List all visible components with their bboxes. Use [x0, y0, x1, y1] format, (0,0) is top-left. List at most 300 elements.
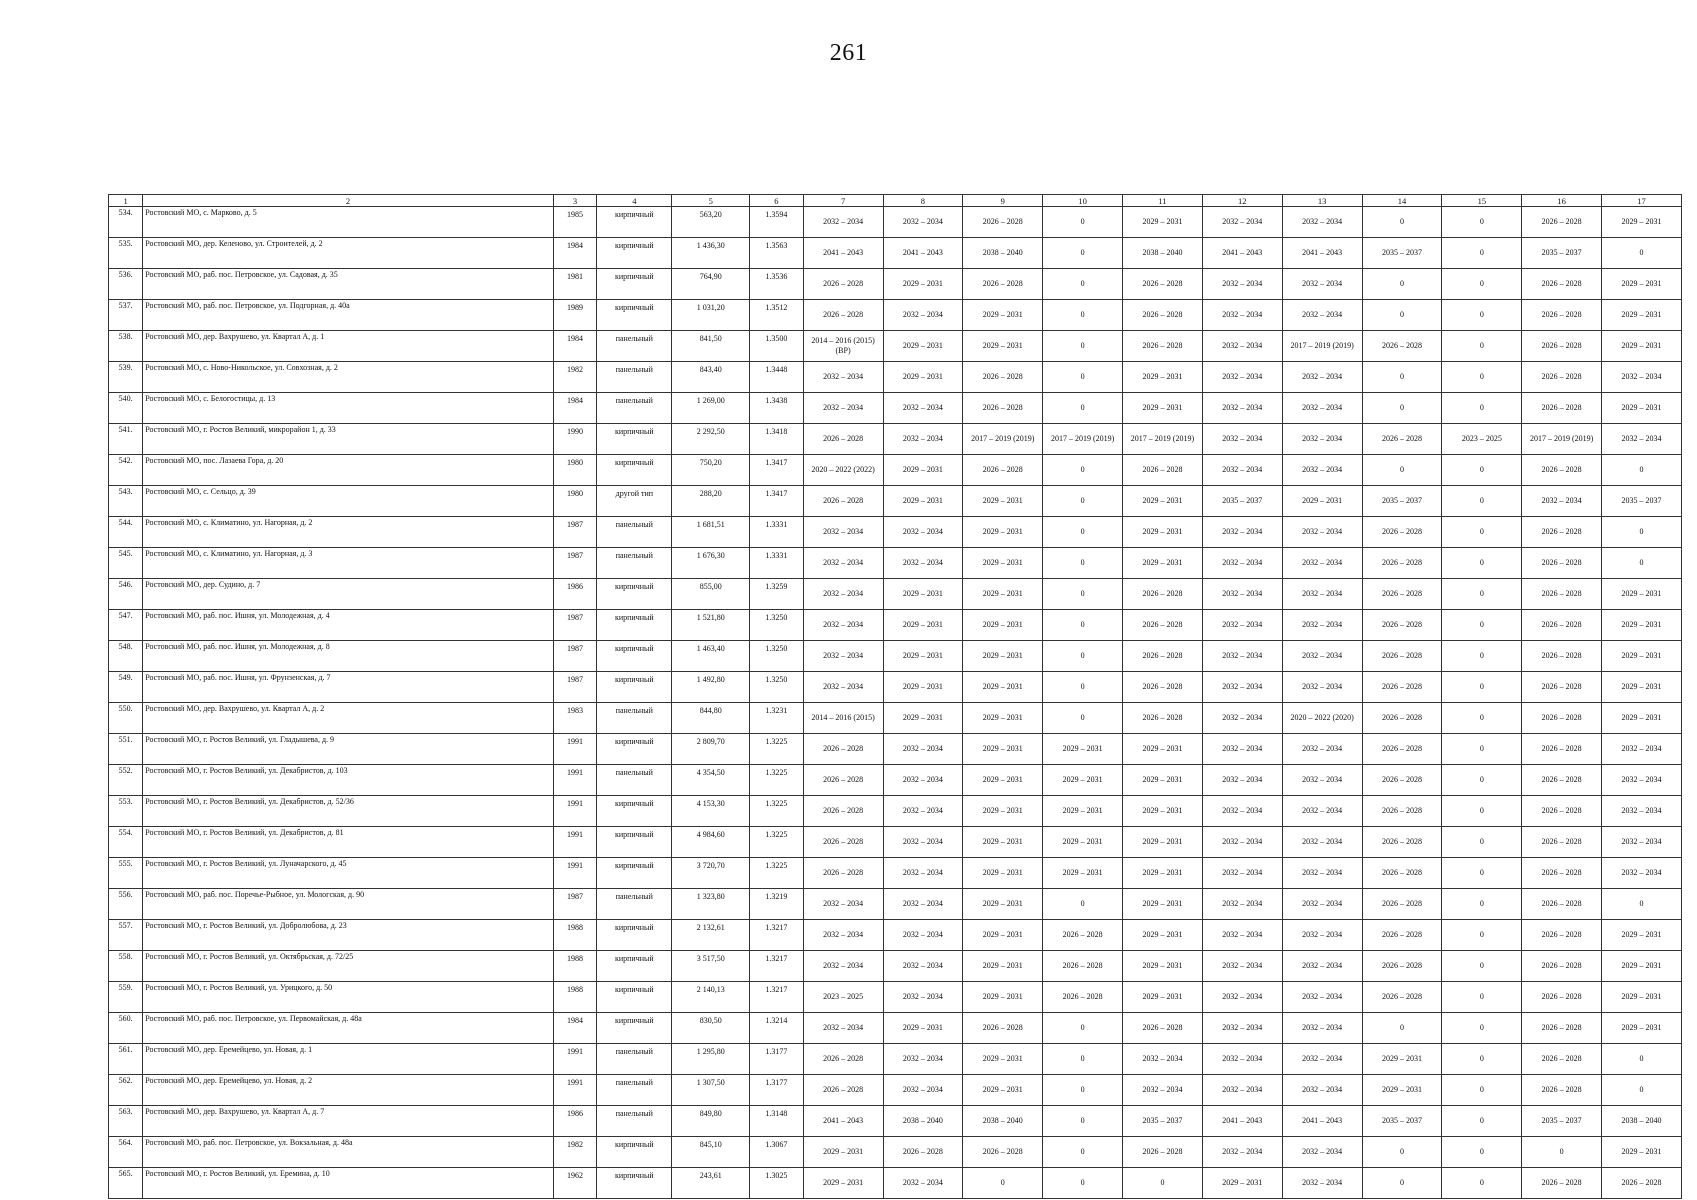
table-cell: 2032 – 2034 [803, 207, 883, 238]
table-cell: 2026 – 2028 [1362, 858, 1442, 889]
table-cell: кирпичный [597, 300, 672, 331]
table-cell: панельный [597, 393, 672, 424]
column-header: 10 [1043, 195, 1123, 207]
table-cell: 2032 – 2034 [803, 889, 883, 920]
table-cell: 2026 – 2028 [963, 207, 1043, 238]
table-cell: 2026 – 2028 [1123, 331, 1203, 362]
table-cell: 843,40 [672, 362, 750, 393]
table-cell: 2032 – 2034 [803, 517, 883, 548]
row-number-cell: 536. [109, 269, 143, 300]
table-cell: 0 [1442, 641, 1522, 672]
table-cell: 2032 – 2034 [1202, 920, 1282, 951]
table-cell: 764,90 [672, 269, 750, 300]
table-cell: 0 [1442, 1106, 1522, 1137]
table-cell: 2032 – 2034 [1282, 424, 1362, 455]
table-cell: 2032 – 2034 [803, 610, 883, 641]
table-cell: 2029 – 2031 [1123, 734, 1203, 765]
table-cell: 1.3536 [750, 269, 804, 300]
table-cell: 0 [1602, 1075, 1682, 1106]
table-cell: 2017 – 2019 (2019) [1522, 424, 1602, 455]
table-cell: 2026 – 2028 [1522, 517, 1602, 548]
table-cell: 1987 [553, 517, 596, 548]
table-cell: 1.3217 [750, 951, 804, 982]
table-cell: 2026 – 2028 [1362, 610, 1442, 641]
table-cell: 2041 – 2043 [1202, 238, 1282, 269]
column-header: 6 [750, 195, 804, 207]
table-cell: 0 [1442, 362, 1522, 393]
table-cell: 2026 – 2028 [1522, 827, 1602, 858]
table-cell: 2026 – 2028 [1522, 269, 1602, 300]
table-cell: 845,10 [672, 1137, 750, 1168]
table-cell: 0 [1442, 920, 1522, 951]
table-cell: 0 [1043, 579, 1123, 610]
table-cell: кирпичный [597, 672, 672, 703]
column-header: 11 [1123, 195, 1203, 207]
table-cell: 2026 – 2028 [803, 734, 883, 765]
table-cell: 2026 – 2028 [803, 269, 883, 300]
table-cell: 2026 – 2028 [1123, 641, 1203, 672]
table-cell: 2032 – 2034 [1282, 1013, 1362, 1044]
table-cell: 0 [1043, 1044, 1123, 1075]
table-cell: 2026 – 2028 [803, 827, 883, 858]
table-cell: 2032 – 2034 [1282, 579, 1362, 610]
table-cell: 0 [1043, 517, 1123, 548]
table-cell: 1.3067 [750, 1137, 804, 1168]
column-header: 5 [672, 195, 750, 207]
table-row [109, 920, 1682, 951]
table-cell: панельный [597, 1044, 672, 1075]
address-cell: Ростовский МО, г. Ростов Великий, ул. Декабристов, д. 52/36 [143, 796, 554, 827]
table-row [109, 1106, 1682, 1137]
table-cell: 1 031,20 [672, 300, 750, 331]
table-cell: 1.3417 [750, 455, 804, 486]
table-cell: 2026 – 2028 [963, 1137, 1043, 1168]
table-row [109, 641, 1682, 672]
table-body [109, 207, 1682, 1199]
table-cell: 2029 – 2031 [1282, 486, 1362, 517]
table-cell: 2032 – 2034 [803, 641, 883, 672]
table-cell: 2 292,50 [672, 424, 750, 455]
table-cell: 0 [1442, 238, 1522, 269]
address-cell: Ростовский МО, с. Белогостицы, д. 13 [143, 393, 554, 424]
table-cell: 0 [1442, 331, 1522, 362]
table-cell: 2026 – 2028 [1522, 703, 1602, 734]
table-cell: 2032 – 2034 [1202, 362, 1282, 393]
table-cell: 2041 – 2043 [1282, 238, 1362, 269]
table-cell: 4 354,50 [672, 765, 750, 796]
table-cell: 2026 – 2028 [1362, 579, 1442, 610]
table-cell: 2041 – 2043 [1282, 1106, 1362, 1137]
table-cell: 2026 – 2028 [1362, 982, 1442, 1013]
table-cell: кирпичный [597, 1013, 672, 1044]
table-cell: 0 [1442, 858, 1522, 889]
table-cell: 2032 – 2034 [1123, 1044, 1203, 1075]
address-cell: Ростовский МО, раб. пос. Петровское, ул. Садовая, д. 35 [143, 269, 554, 300]
table-cell: 0 [1442, 548, 1522, 579]
table-cell: 2029 – 2031 [883, 641, 963, 672]
row-number-cell: 564. [109, 1137, 143, 1168]
table-cell: 2029 – 2031 [883, 362, 963, 393]
table-cell: 2029 – 2031 [1602, 300, 1682, 331]
address-cell: Ростовский МО, дер. Судино, д. 7 [143, 579, 554, 610]
table-cell: 1987 [553, 889, 596, 920]
table-cell: 2026 – 2028 [1362, 889, 1442, 920]
table-cell: 2026 – 2028 [1043, 982, 1123, 1013]
table-cell: 2032 – 2034 [1522, 486, 1602, 517]
table-cell: 2023 – 2025 [1442, 424, 1522, 455]
table-cell: 1.3225 [750, 858, 804, 889]
table-cell: 2029 – 2031 [1602, 331, 1682, 362]
row-number-cell: 535. [109, 238, 143, 269]
table-cell: 0 [1043, 1075, 1123, 1106]
table-cell: 0 [1442, 1013, 1522, 1044]
table-cell: 0 [1123, 1168, 1203, 1199]
table-cell: 2026 – 2028 [963, 455, 1043, 486]
table-cell: 1982 [553, 1137, 596, 1168]
table-row [109, 269, 1682, 300]
table-cell: кирпичный [597, 641, 672, 672]
table-cell: 2026 – 2028 [1043, 920, 1123, 951]
table-cell: 2032 – 2034 [1202, 982, 1282, 1013]
table-cell: 2032 – 2034 [1202, 393, 1282, 424]
table-cell: 2032 – 2034 [1282, 672, 1362, 703]
address-cell: Ростовский МО, г. Ростов Великий, ул. Еремина, д. 10 [143, 1168, 554, 1199]
table-cell: 841,50 [672, 331, 750, 362]
table-cell: 0 [1602, 455, 1682, 486]
table-cell: 1.3563 [750, 238, 804, 269]
table-cell: 1.3214 [750, 1013, 804, 1044]
table-cell: 2032 – 2034 [1202, 548, 1282, 579]
table-cell: 2032 – 2034 [883, 796, 963, 827]
table-cell: 2029 – 2031 [1043, 734, 1123, 765]
table-cell: 2032 – 2034 [1282, 734, 1362, 765]
table-cell: 2026 – 2028 [803, 1075, 883, 1106]
table-cell: 0 [1442, 1075, 1522, 1106]
table-cell: 2026 – 2028 [1522, 1044, 1602, 1075]
table-cell: 2029 – 2031 [1602, 951, 1682, 982]
table-cell: 3 517,50 [672, 951, 750, 982]
address-cell: Ростовский МО, г. Ростов Великий, ул. Добролюбова, д. 23 [143, 920, 554, 951]
table-cell: 2029 – 2031 [1602, 269, 1682, 300]
table-cell: 1988 [553, 982, 596, 1013]
table-cell: 2029 – 2031 [963, 548, 1043, 579]
table-cell: 2032 – 2034 [1282, 1044, 1362, 1075]
table-cell: 2032 – 2034 [1602, 362, 1682, 393]
table-cell: 0 [1442, 610, 1522, 641]
housing-table [108, 194, 1682, 1199]
address-cell: Ростовский МО, г. Ростов Великий, ул. Декабристов, д. 81 [143, 827, 554, 858]
table-cell: 2035 – 2037 [1362, 1106, 1442, 1137]
table-cell: 2026 – 2028 [1123, 300, 1203, 331]
table-cell: 0 [1362, 1137, 1442, 1168]
table-cell: 0 [1043, 486, 1123, 517]
table-row [109, 331, 1682, 362]
table-cell: 2017 – 2019 (2019) [1123, 424, 1203, 455]
table-cell: 1982 [553, 362, 596, 393]
table-cell: 2029 – 2031 [963, 889, 1043, 920]
table-cell: 2032 – 2034 [1202, 424, 1282, 455]
table-cell: панельный [597, 362, 672, 393]
table-cell: 2 132,61 [672, 920, 750, 951]
table-cell: 2032 – 2034 [1202, 951, 1282, 982]
table-cell: 0 [1362, 455, 1442, 486]
table-cell: 1 269,00 [672, 393, 750, 424]
table-cell: 2026 – 2028 [1522, 300, 1602, 331]
table-cell: 2032 – 2034 [1282, 796, 1362, 827]
table-cell: 0 [1442, 207, 1522, 238]
table-cell: 2029 – 2031 [1043, 765, 1123, 796]
table-cell: 2026 – 2028 [803, 796, 883, 827]
table-cell: 1984 [553, 331, 596, 362]
table-cell: 2032 – 2034 [803, 951, 883, 982]
table-cell: 1984 [553, 393, 596, 424]
table-cell: кирпичный [597, 734, 672, 765]
table-cell: 2029 – 2031 [963, 982, 1043, 1013]
table-cell: 0 [1442, 889, 1522, 920]
table-cell: 1 463,40 [672, 641, 750, 672]
table-cell: 2026 – 2028 [803, 300, 883, 331]
address-cell: Ростовский МО, с. Сельцо, д. 39 [143, 486, 554, 517]
table-cell: 2032 – 2034 [1202, 207, 1282, 238]
table-cell: 2014 – 2016 (2015) (ВР) [803, 331, 883, 362]
table-cell: 2038 – 2040 [963, 238, 1043, 269]
table-cell: 2038 – 2040 [963, 1106, 1043, 1137]
table-cell: другой тип [597, 486, 672, 517]
table-cell: панельный [597, 703, 672, 734]
table-cell: 1991 [553, 1044, 596, 1075]
table-row [109, 1013, 1682, 1044]
table-cell: 1.3331 [750, 548, 804, 579]
address-cell: Ростовский МО, г. Ростов Великий, ул. Декабристов, д. 103 [143, 765, 554, 796]
table-cell: 2032 – 2034 [1282, 269, 1362, 300]
table-cell: 2026 – 2028 [1123, 1137, 1203, 1168]
table-cell: 1962 [553, 1168, 596, 1199]
table-cell: кирпичный [597, 579, 672, 610]
table-cell: 2029 – 2031 [1602, 610, 1682, 641]
address-cell: Ростовский МО, раб. пос. Ишня, ул. Молодежная, д. 8 [143, 641, 554, 672]
table-cell: 1.3418 [750, 424, 804, 455]
table-cell: 0 [1522, 1137, 1602, 1168]
table-cell: 1984 [553, 238, 596, 269]
table-cell: 1.3177 [750, 1075, 804, 1106]
table-cell: кирпичный [597, 1137, 672, 1168]
table-cell: 2026 – 2028 [1522, 362, 1602, 393]
table-cell: 2029 – 2031 [883, 579, 963, 610]
table-cell: 2032 – 2034 [1282, 1168, 1362, 1199]
table-cell: 2029 – 2031 [1602, 393, 1682, 424]
table-row [109, 517, 1682, 548]
row-number-cell: 552. [109, 765, 143, 796]
table-cell: 2026 – 2028 [1522, 982, 1602, 1013]
table-cell: 2026 – 2028 [1522, 1168, 1602, 1199]
table-cell: 1.3594 [750, 207, 804, 238]
table-header-row [109, 195, 1682, 207]
table-cell: 2026 – 2028 [1522, 641, 1602, 672]
column-header: 7 [803, 195, 883, 207]
table-cell: 1986 [553, 579, 596, 610]
table-cell: 2026 – 2028 [1362, 517, 1442, 548]
row-number-cell: 545. [109, 548, 143, 579]
column-header: 13 [1282, 195, 1362, 207]
table-cell: 2029 – 2031 [1602, 207, 1682, 238]
table-cell: 2026 – 2028 [803, 424, 883, 455]
table-cell: 2032 – 2034 [883, 858, 963, 889]
table-cell: 0 [1043, 610, 1123, 641]
table-cell: 2032 – 2034 [1202, 517, 1282, 548]
table-cell: 2032 – 2034 [1282, 982, 1362, 1013]
table-cell: 2032 – 2034 [803, 393, 883, 424]
table-row [109, 1137, 1682, 1168]
table-cell: 2026 – 2028 [1362, 765, 1442, 796]
address-cell: Ростовский МО, г. Ростов Великий, ул. Луначарского, д. 45 [143, 858, 554, 889]
table-cell: 2029 – 2031 [1362, 1044, 1442, 1075]
row-number-cell: 560. [109, 1013, 143, 1044]
table-cell: 0 [1043, 548, 1123, 579]
row-number-cell: 561. [109, 1044, 143, 1075]
address-cell: Ростовский МО, г. Ростов Великий, ул. Гладышева, д. 9 [143, 734, 554, 765]
table-cell: 2041 – 2043 [1202, 1106, 1282, 1137]
table-cell: 2032 – 2034 [883, 300, 963, 331]
table-cell: 1 681,51 [672, 517, 750, 548]
table-cell: 2029 – 2031 [803, 1168, 883, 1199]
table-cell: 1989 [553, 300, 596, 331]
table-cell: 2026 – 2028 [1522, 889, 1602, 920]
table-cell: 2026 – 2028 [1522, 579, 1602, 610]
column-header: 14 [1362, 195, 1442, 207]
table-cell: 2032 – 2034 [1602, 734, 1682, 765]
table-cell: 2026 – 2028 [1522, 672, 1602, 703]
table-row [109, 734, 1682, 765]
column-header: 17 [1602, 195, 1682, 207]
table-cell: 2026 – 2028 [1362, 548, 1442, 579]
row-number-cell: 556. [109, 889, 143, 920]
table-cell: 2029 – 2031 [1123, 362, 1203, 393]
table-cell: 2026 – 2028 [1123, 703, 1203, 734]
row-number-cell: 558. [109, 951, 143, 982]
table-cell: 2032 – 2034 [883, 1168, 963, 1199]
table-cell: 2032 – 2034 [883, 424, 963, 455]
table-cell: 2032 – 2034 [803, 548, 883, 579]
table-cell: 0 [1442, 486, 1522, 517]
column-header: 4 [597, 195, 672, 207]
table-cell: 2032 – 2034 [1202, 1075, 1282, 1106]
row-number-cell: 539. [109, 362, 143, 393]
table-cell: 2035 – 2037 [1202, 486, 1282, 517]
column-header: 9 [963, 195, 1043, 207]
table-cell: 1.3250 [750, 672, 804, 703]
table-cell: 2023 – 2025 [803, 982, 883, 1013]
table-cell: 2026 – 2028 [1123, 579, 1203, 610]
table-cell: 0 [1442, 455, 1522, 486]
table-cell: 2029 – 2031 [963, 517, 1043, 548]
table-row [109, 951, 1682, 982]
table-cell: 2038 – 2040 [1123, 238, 1203, 269]
row-number-cell: 559. [109, 982, 143, 1013]
table-row [109, 703, 1682, 734]
table-cell: кирпичный [597, 1168, 672, 1199]
table-cell: 2032 – 2034 [1202, 827, 1282, 858]
table-cell: 2017 – 2019 (2019) [1282, 331, 1362, 362]
table-cell: 2032 – 2034 [803, 362, 883, 393]
table-row [109, 579, 1682, 610]
table-cell: 2029 – 2031 [1123, 517, 1203, 548]
table-cell: 0 [1043, 393, 1123, 424]
table-cell: 1.3177 [750, 1044, 804, 1075]
table-cell: 1980 [553, 455, 596, 486]
table-row [109, 827, 1682, 858]
table-cell: 4 984,60 [672, 827, 750, 858]
table-cell: 2029 – 2031 [1123, 796, 1203, 827]
table-cell: 3 720,70 [672, 858, 750, 889]
table-cell: 2029 – 2031 [1602, 1137, 1682, 1168]
table-cell: 2032 – 2034 [883, 207, 963, 238]
table-cell: 2026 – 2028 [1522, 455, 1602, 486]
table-cell: 0 [963, 1168, 1043, 1199]
table-cell: 2032 – 2034 [883, 734, 963, 765]
table-cell: 2020 – 2022 (2020) [1282, 703, 1362, 734]
table-cell: 1 521,80 [672, 610, 750, 641]
table-cell: 2026 – 2028 [1522, 207, 1602, 238]
table-cell: 2032 – 2034 [1202, 734, 1282, 765]
table-cell: 2029 – 2031 [963, 331, 1043, 362]
table-cell: 1987 [553, 610, 596, 641]
table-cell: 1 676,30 [672, 548, 750, 579]
table-cell: 0 [1362, 362, 1442, 393]
table-row [109, 765, 1682, 796]
row-number-cell: 546. [109, 579, 143, 610]
table-cell: 2038 – 2040 [1602, 1106, 1682, 1137]
table-cell: 2026 – 2028 [803, 486, 883, 517]
table-cell: 2032 – 2034 [803, 920, 883, 951]
table-row [109, 1075, 1682, 1106]
table-cell: панельный [597, 548, 672, 579]
page-number: 261 [829, 40, 868, 66]
row-number-cell: 538. [109, 331, 143, 362]
table-cell: 1.3500 [750, 331, 804, 362]
table-cell: 2029 – 2031 [963, 765, 1043, 796]
table-cell: 0 [1362, 269, 1442, 300]
table-cell: 2026 – 2028 [1522, 734, 1602, 765]
table-cell: 2032 – 2034 [1202, 703, 1282, 734]
table-cell: кирпичный [597, 982, 672, 1013]
row-number-cell: 565. [109, 1168, 143, 1199]
row-number-cell: 551. [109, 734, 143, 765]
table-cell: 2029 – 2031 [1043, 796, 1123, 827]
table-cell: 0 [1043, 641, 1123, 672]
table-cell: 2029 – 2031 [1123, 889, 1203, 920]
table-cell: 2026 – 2028 [803, 858, 883, 889]
table-cell: 2026 – 2028 [1522, 858, 1602, 889]
table-cell: 2026 – 2028 [803, 1044, 883, 1075]
table-cell: 2032 – 2034 [803, 579, 883, 610]
table-cell: панельный [597, 889, 672, 920]
table-cell: 2029 – 2031 [803, 1137, 883, 1168]
table-cell: 2026 – 2028 [1522, 951, 1602, 982]
table-cell: 1.3231 [750, 703, 804, 734]
table-cell: 2029 – 2031 [963, 1075, 1043, 1106]
table-cell: 0 [1362, 207, 1442, 238]
table-cell: 1.3219 [750, 889, 804, 920]
table-cell: 1983 [553, 703, 596, 734]
column-header: 2 [143, 195, 554, 207]
table-cell: панельный [597, 1075, 672, 1106]
table-cell: 2032 – 2034 [1202, 765, 1282, 796]
table-cell: 1.3417 [750, 486, 804, 517]
address-cell: Ростовский МО, дер. Келеново, ул. Строителей, д. 2 [143, 238, 554, 269]
address-cell: Ростовский МО, раб. пос. Поречье-Рыбное, ул. Мологская, д. 90 [143, 889, 554, 920]
table-cell: 2026 – 2028 [1522, 331, 1602, 362]
table-cell: 2032 – 2034 [1202, 1013, 1282, 1044]
